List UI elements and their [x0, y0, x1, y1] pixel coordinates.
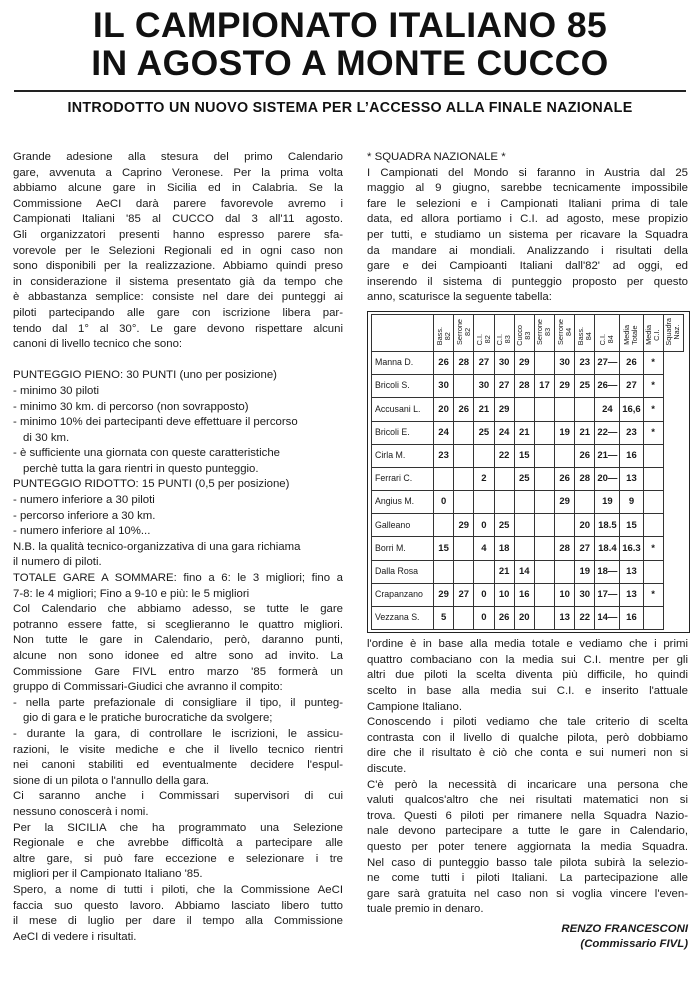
- column-header-label: C.I. 83: [495, 333, 513, 346]
- text-line: PUNTEGGIO RIDOTTO: 15 PUNTI (0,5 per posizione): [13, 478, 290, 491]
- text-line: anno, scaturisce la seguente tabella:: [367, 291, 552, 304]
- score-cell: 16: [620, 607, 643, 630]
- score-cell: [454, 421, 474, 444]
- text-line: abbiamo alcune gare in Sicilia ed in Calabria. Se la: [13, 182, 343, 195]
- score-cell: 0: [474, 514, 494, 537]
- score-cell: 28: [514, 375, 534, 398]
- score-cell: [454, 375, 474, 398]
- score-cell: 15: [514, 444, 534, 467]
- score-cell: 21—: [595, 444, 620, 467]
- score-cell: *: [643, 583, 663, 606]
- text-line: - nella parte prefazionale di consigliare il tipo, il punteg-: [13, 696, 343, 709]
- score-cell: [534, 351, 554, 374]
- score-cell: [514, 491, 534, 514]
- score-cell: 16.3: [620, 537, 643, 560]
- text-line: Spero, a nome di tutti i piloti, che la Commissione AeCI: [13, 883, 343, 896]
- score-cell: 20—: [595, 467, 620, 490]
- score-cell: 22—: [595, 421, 620, 444]
- score-cell: 13: [620, 467, 643, 490]
- score-cell: 23: [575, 351, 595, 374]
- score-cell: 23: [620, 421, 643, 444]
- score-cell: [454, 444, 474, 467]
- table-row: [372, 467, 684, 490]
- column-header-label: Serrone 84: [555, 319, 573, 346]
- column-header: [494, 314, 514, 351]
- text-line: Commissione Gare FIVL entro marzo '85 formerà un: [13, 665, 343, 678]
- score-cell: 14—: [595, 607, 620, 630]
- score-cell: 20: [575, 514, 595, 537]
- text-line: questo per poter tenere aggiornata la media Squadra.: [367, 840, 688, 853]
- score-cell: 26: [494, 607, 514, 630]
- signature-role: (Commissario FIVL): [580, 938, 688, 951]
- text-line: gare sarà gratuita nel caso non si voglia vincere l'even-: [367, 887, 688, 900]
- score-cell: 23: [434, 444, 454, 467]
- column-header: [434, 314, 454, 351]
- score-cell: [643, 444, 663, 467]
- column-header: [454, 314, 474, 351]
- score-cell: 18.5: [595, 514, 620, 537]
- score-cell: 27: [474, 351, 494, 374]
- text-line: Grande adesione alla stesura del primo Calendario: [13, 151, 343, 163]
- text-line: l'ordine è in base alla media totale e vediamo che i primi: [367, 638, 688, 651]
- text-line: Per la SICILIA che ha programmato una Selezione: [13, 821, 343, 834]
- score-cell: 27: [575, 537, 595, 560]
- headline-line-2: IN AGOSTO A MONTE CUCCO: [91, 43, 609, 83]
- text-line: tuale premio in denaro.: [367, 903, 484, 916]
- score-cell: 18: [494, 537, 514, 560]
- text-line: maggio al 9 giugno, sarebbe tecnicamente impossibile: [367, 182, 688, 195]
- text-line: Nel caso di punteggio basso tale pilota subirà la selezio-: [367, 856, 688, 869]
- score-cell: 25: [575, 375, 595, 398]
- score-cell: 0: [474, 607, 494, 630]
- score-cell: 25: [474, 421, 494, 444]
- text-line: quattro combaciano con la media sui C.I. mentre per gli: [367, 653, 688, 666]
- ranking-table: [371, 314, 684, 630]
- pilot-name: Borri M.: [372, 537, 434, 560]
- pilot-name: Vezzana S.: [372, 607, 434, 630]
- score-cell: [534, 514, 554, 537]
- score-cell: 18.4: [595, 537, 620, 560]
- score-cell: [474, 560, 494, 583]
- signature-name: RENZO FRANCESCONI: [561, 922, 688, 935]
- score-cell: [534, 467, 554, 490]
- score-cell: 15: [434, 537, 454, 560]
- score-cell: 17—: [595, 583, 620, 606]
- right-column: [367, 150, 688, 953]
- headline-line-1: IL CAMPIONATO ITALIANO 85: [92, 5, 608, 45]
- score-cell: 26: [575, 444, 595, 467]
- score-cell: [534, 583, 554, 606]
- text-line: - è sufficiente una giornata con queste caratteristiche: [13, 447, 280, 460]
- score-cell: [494, 491, 514, 514]
- score-cell: 30: [494, 351, 514, 374]
- text-line: data, ed allora portiamo i C.I. ad agosto, mese propizio: [367, 213, 688, 226]
- score-cell: [575, 491, 595, 514]
- score-cell: 10: [555, 583, 575, 606]
- score-cell: 20: [434, 398, 454, 421]
- headline-divider: [14, 90, 686, 92]
- text-line: da mandare ai mondiali. Analizzando i risultati della: [367, 244, 688, 257]
- column-header: [474, 314, 494, 351]
- column-header: [534, 314, 554, 351]
- score-cell: 16: [514, 583, 534, 606]
- score-cell: 29: [555, 491, 575, 514]
- score-cell: [494, 467, 514, 490]
- right-outro: [367, 637, 688, 918]
- text-line: altri due piloti la scelta diventa più difficile, ho quindi: [367, 669, 688, 682]
- table-row: [372, 537, 684, 560]
- score-cell: 29: [514, 351, 534, 374]
- score-cell: [643, 514, 663, 537]
- pilot-name: Angius M.: [372, 491, 434, 514]
- text-line: ne come tutti i piloti Italiani. La partecipazione alle: [367, 872, 688, 885]
- score-cell: 16,6: [620, 398, 643, 421]
- right-intro: [367, 166, 688, 306]
- column-header-label: Squadra Naz.: [664, 317, 682, 346]
- table-row: [372, 583, 684, 606]
- text-line: 7-8: le 4 migliori; Fino a 9-10 e più: le 5 migliori: [13, 587, 250, 600]
- score-cell: 28: [454, 351, 474, 374]
- score-cell: 24: [595, 398, 620, 421]
- text-line: Ci saranno anche i Commissari supervisori di cui: [13, 790, 343, 803]
- score-cell: *: [643, 375, 663, 398]
- text-line: nale devono partecipare a tutte le gare in Calendario,: [367, 825, 688, 838]
- score-cell: [454, 560, 474, 583]
- score-cell: 2: [474, 467, 494, 490]
- score-cell: [555, 444, 575, 467]
- text-line: perchè tutta la gara rientri in questo punteggio.: [23, 462, 259, 475]
- score-cell: [534, 421, 554, 444]
- ranking-table-frame: [367, 311, 690, 633]
- score-cell: 19: [555, 421, 575, 444]
- score-cell: [643, 491, 663, 514]
- pilot-name: Manna D.: [372, 351, 434, 374]
- text-line: sione di un pilota o l'annullo della gara.: [13, 774, 209, 787]
- score-cell: [454, 607, 474, 630]
- score-cell: [534, 560, 554, 583]
- pilot-name: Bricoli E.: [372, 421, 434, 444]
- text-line: razioni, le visite mediche e che il livello tecnico rientri: [13, 743, 343, 756]
- score-cell: [555, 398, 575, 421]
- pilot-name: Bricoli S.: [372, 375, 434, 398]
- text-line: gare, avvenuta a Caprino Veronese. Per la prima volta: [13, 166, 343, 179]
- score-cell: 14: [514, 560, 534, 583]
- score-cell: 27: [454, 583, 474, 606]
- table-corner-cell: [372, 314, 434, 351]
- signature: [367, 922, 688, 953]
- text-line: migliori per il Campionato Italiano '85.: [13, 868, 203, 881]
- score-cell: *: [643, 351, 663, 374]
- text-line: in considerazione il sistema presentato già da tempo che: [13, 275, 343, 288]
- text-line: inserendo il sistema di punteggio proposto per questo: [367, 275, 688, 288]
- text-line: scelto in base alla media sui C.I. e inserito l'attuale: [367, 684, 688, 697]
- text-line: il numero di piloti.: [13, 556, 102, 569]
- column-header-label: Serrone 83: [535, 319, 553, 346]
- column-header-label: Media Totale: [622, 325, 640, 346]
- text-line: tendo dal 1° al 30°. Le gare devono rispettare alcuni: [13, 322, 343, 335]
- pilot-name: Ferrari C.: [372, 467, 434, 490]
- score-cell: 18—: [595, 560, 620, 583]
- score-cell: 25: [494, 514, 514, 537]
- column-header: [555, 314, 575, 351]
- pilot-name: Cirla M.: [372, 444, 434, 467]
- text-line: nei canoni stabiliti ed eventualmente decidere l'espul-: [13, 759, 343, 772]
- score-cell: [514, 537, 534, 560]
- score-cell: 21: [494, 560, 514, 583]
- score-cell: [434, 514, 454, 537]
- text-line: gare e dei Campioanti Italiani dall'82' ad oggi, ed: [367, 260, 688, 273]
- text-line: Campionati Italiani '85 al CUCCO dal 3 all'11 agosto.: [13, 213, 343, 226]
- score-cell: [534, 444, 554, 467]
- column-header-label: Serrone 82: [454, 319, 472, 346]
- text-line: valuti qualcos'altro che nei risultati matematici non si: [367, 794, 688, 807]
- score-cell: 19: [595, 491, 620, 514]
- score-cell: 17: [534, 375, 554, 398]
- table-row: [372, 607, 684, 630]
- text-line: contrasta con il livello di qualche pilota, però dobbiamo: [367, 731, 688, 744]
- text-line: Col Calendario che abbiamo adesso, se tutte le gare: [13, 603, 343, 616]
- text-line: N.B. la qualità tecnico-organizzativa di una gara richiama: [13, 540, 301, 553]
- score-cell: [454, 491, 474, 514]
- text-line: alcune non sono idonee ed altre sono ad invito. La: [13, 650, 343, 662]
- text-line: vorevole per le Selezioni Regionali ed in ogni caso non: [13, 244, 343, 257]
- score-cell: 30: [474, 375, 494, 398]
- column-header: [514, 314, 534, 351]
- score-cell: 27—: [595, 351, 620, 374]
- column-header: [663, 314, 683, 351]
- text-line: gio di gara e le pratiche burocratiche da svolgere;: [23, 712, 273, 725]
- text-line: Conoscendo i piloti vediamo che tale criterio di scelta: [367, 716, 688, 729]
- score-cell: 26: [620, 351, 643, 374]
- score-cell: [575, 398, 595, 421]
- score-cell: [514, 514, 534, 537]
- score-cell: [555, 514, 575, 537]
- text-line: I Campionati del Mondo si faranno in Austria dal 25: [367, 166, 688, 179]
- score-cell: [474, 444, 494, 467]
- pilot-name: Crapanzano: [372, 583, 434, 606]
- column-header-label: Media C.I.: [644, 325, 662, 346]
- score-cell: *: [643, 421, 663, 444]
- text-line: Non tutte le gare in Calendario, però, daranno punti,: [13, 634, 343, 647]
- text-line: - numero inferiore al 10%...: [13, 525, 151, 538]
- column-header-label: Bass. 84: [575, 327, 593, 346]
- score-cell: 0: [474, 583, 494, 606]
- score-cell: [555, 560, 575, 583]
- pilot-name: Galleano: [372, 514, 434, 537]
- column-header: [575, 314, 595, 351]
- text-line: TOTALE GARE A SOMMARE: fino a 6: le 3 migliori; fino a: [13, 572, 343, 585]
- text-line: canoni di livello tecnico che sono:: [13, 338, 183, 351]
- text-line: è abbastanza semplice: consiste nel dare dei punteggi ai: [13, 291, 343, 304]
- score-cell: 0: [434, 491, 454, 514]
- score-cell: 16: [620, 444, 643, 467]
- score-cell: [434, 467, 454, 490]
- score-cell: 26: [555, 467, 575, 490]
- text-line: discute.: [367, 762, 407, 775]
- text-line: AeCI di vedere i risultati.: [13, 930, 137, 943]
- score-cell: 13: [555, 607, 575, 630]
- text-line: fare le selezioni e i Campionati Italiani prima di tale: [367, 197, 688, 210]
- pilot-name: Accusani L.: [372, 398, 434, 421]
- score-cell: [643, 607, 663, 630]
- column-header-label: Cucco 83: [515, 324, 533, 346]
- score-cell: 4: [474, 537, 494, 560]
- score-cell: 19: [575, 560, 595, 583]
- score-cell: [534, 607, 554, 630]
- pilot-name: Dalla Rosa: [372, 560, 434, 583]
- score-cell: [434, 560, 454, 583]
- text-line: sono disponibili per la realizzazione. Abbiamo quindi preso: [13, 260, 343, 273]
- score-cell: 30: [575, 583, 595, 606]
- score-cell: [514, 398, 534, 421]
- score-cell: 13: [620, 583, 643, 606]
- score-cell: 26: [454, 398, 474, 421]
- score-cell: [454, 537, 474, 560]
- table-row: [372, 351, 684, 374]
- score-cell: [534, 537, 554, 560]
- score-cell: [454, 467, 474, 490]
- text-line: - numero inferiore a 30 piloti: [13, 494, 155, 507]
- column-header: [620, 314, 643, 351]
- text-line: Regionale e che avrebbe difficoltà a partecipare alle: [13, 837, 343, 850]
- score-cell: [643, 560, 663, 583]
- left-column: [13, 150, 343, 945]
- score-cell: 5: [434, 607, 454, 630]
- text-line: - durante la gara, di controllare le iscrizioni, le assicu-: [13, 727, 343, 740]
- score-cell: 21: [474, 398, 494, 421]
- text-line: [13, 353, 343, 369]
- score-cell: 28: [555, 537, 575, 560]
- score-cell: 26: [434, 351, 454, 374]
- column-header: [595, 314, 620, 351]
- table-row: [372, 398, 684, 421]
- text-line: - minimo 10% dei partecipanti deve effettuare il percorso: [13, 416, 298, 429]
- score-cell: 27: [620, 375, 643, 398]
- score-cell: 28: [575, 467, 595, 490]
- score-cell: [534, 398, 554, 421]
- score-cell: 9: [620, 491, 643, 514]
- score-cell: 20: [514, 607, 534, 630]
- text-line: altre gare, si può fare eccezione e selezionare i tre: [13, 852, 343, 865]
- text-line: Commissione AeCI darà parere favorevole avremo i: [13, 197, 343, 210]
- text-line: - minimo 30 piloti: [13, 384, 100, 397]
- table-header-row: [372, 314, 684, 351]
- column-header-label: Bass. 82: [434, 327, 452, 346]
- score-cell: 22: [494, 444, 514, 467]
- score-cell: 13: [620, 560, 643, 583]
- score-cell: [534, 491, 554, 514]
- score-cell: 15: [620, 514, 643, 537]
- table-row: [372, 560, 684, 583]
- score-cell: 24: [434, 421, 454, 444]
- text-line: potranno essere fatte, si sceglieranno le quattro migliori.: [13, 618, 343, 631]
- text-line: il mese di luglio per dare il tempo alla Commissione: [13, 915, 343, 928]
- text-line: piloti partecipando alle gare con iscrizione libera par-: [13, 306, 343, 319]
- score-cell: *: [643, 398, 663, 421]
- score-cell: 24: [494, 421, 514, 444]
- text-line: Gli organizzatori presenti hanno espresso parere sfa-: [13, 228, 343, 241]
- text-line: trova. Questi 6 piloti per rimanere nella Squadra Nazio-: [367, 809, 688, 822]
- table-row: [372, 375, 684, 398]
- score-cell: 26—: [595, 375, 620, 398]
- score-cell: 10: [494, 583, 514, 606]
- score-cell: 21: [575, 421, 595, 444]
- text-line: Campione Italiano.: [367, 700, 462, 713]
- table-row: [372, 444, 684, 467]
- text-line: C'è però la necessità di incaricare una persona che: [367, 778, 688, 791]
- score-cell: 29: [494, 398, 514, 421]
- table-row: [372, 491, 684, 514]
- table-row: [372, 421, 684, 444]
- score-cell: 30: [434, 375, 454, 398]
- text-line: - percorso inferiore a 30 km.: [13, 509, 156, 522]
- text-line: per tutti, e studiamo un sistema per ricavare la Squadra: [367, 228, 688, 241]
- score-cell: [474, 491, 494, 514]
- column-header-label: C.I. 82: [474, 333, 492, 346]
- score-cell: 29: [434, 583, 454, 606]
- column-header: [643, 314, 663, 351]
- score-cell: [643, 467, 663, 490]
- column-header-label: C.I. 84: [598, 333, 616, 346]
- score-cell: 22: [575, 607, 595, 630]
- text-line: faccia suo questo lavoro. Abbiamo lasciato libero tutto: [13, 899, 343, 912]
- section-heading: * SQUADRA NAZIONALE *: [367, 151, 506, 163]
- score-cell: 29: [454, 514, 474, 537]
- score-cell: 30: [555, 351, 575, 374]
- text-line: di 30 km.: [23, 431, 70, 444]
- text-line: gruppo di Commissari-Giudici che avranno il compito:: [13, 681, 283, 694]
- text-line: dire che il risultato è ciò che conta e sui numeri non si: [367, 747, 688, 760]
- text-line: - minimo 30 km. di percorso (non sovrapposto): [13, 400, 249, 413]
- score-cell: 25: [514, 467, 534, 490]
- score-cell: 29: [555, 375, 575, 398]
- text-line: PUNTEGGIO PIENO: 30 PUNTI (uno per posizione): [13, 369, 277, 382]
- headline: [0, 0, 700, 82]
- score-cell: 27: [494, 375, 514, 398]
- table-body: [372, 351, 684, 629]
- table-row: [372, 514, 684, 537]
- score-cell: *: [643, 537, 663, 560]
- text-line: nessuno conoscerà i nomi.: [13, 805, 149, 818]
- score-cell: 21: [514, 421, 534, 444]
- subheadline: INTRODOTTO UN NUOVO SISTEMA PER L’ACCESSO ALLA FINALE NAZIONALE: [67, 100, 633, 116]
